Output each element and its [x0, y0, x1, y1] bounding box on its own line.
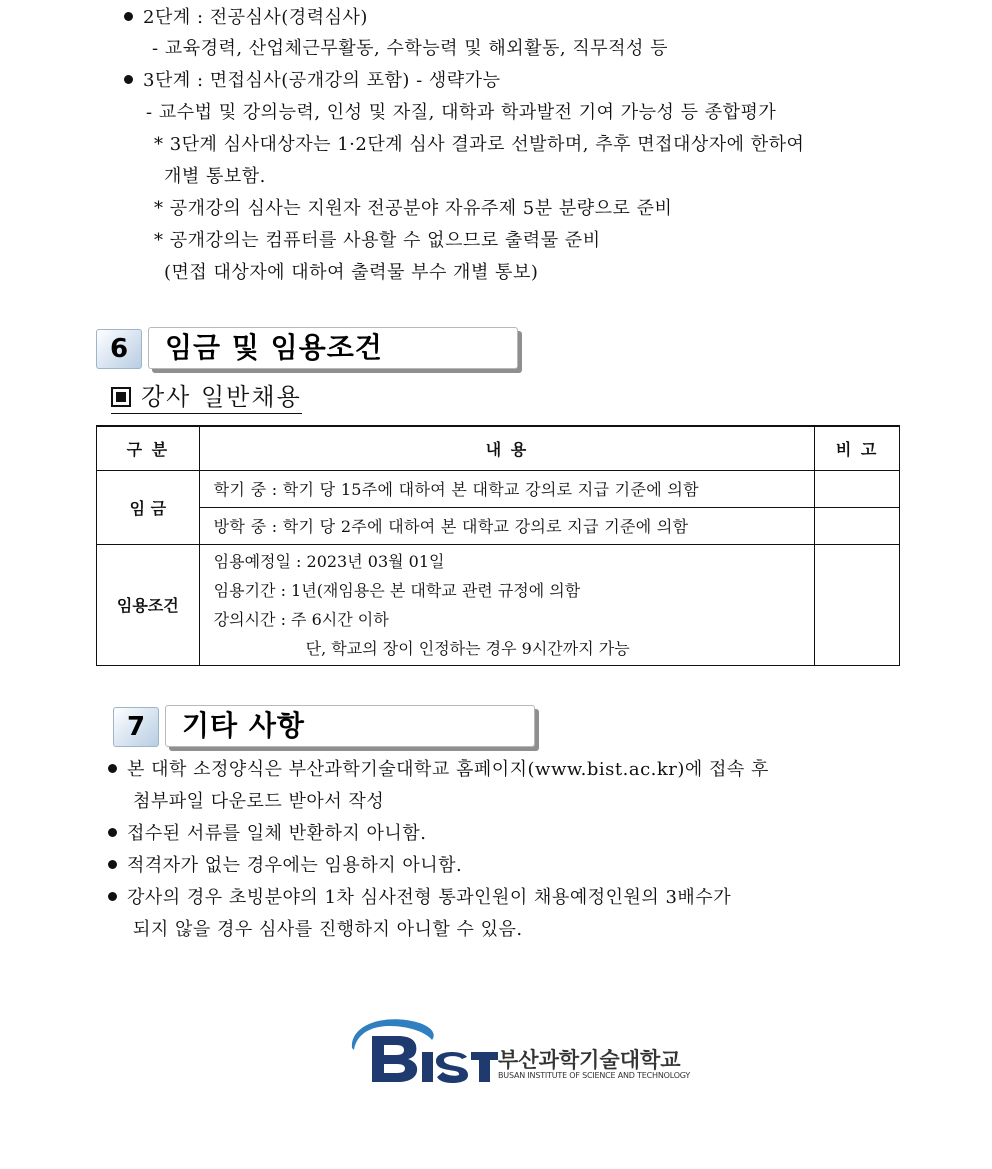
stage3-note-1: * 3단계 심사대상자는 1·2단계 심사 결과로 선발하며, 추후 면접대상자에 한하여	[154, 134, 805, 155]
stage3-note-2: * 공개강의 심사는 지원자 전공분야 자유주제 5분 분량으로 준비	[154, 198, 673, 219]
stage3-note-3-cont: (면접 대상자에 대하여 출력물 부수 개별 통보)	[164, 262, 539, 283]
wage-semester: 학기 중 : 학기 당 15주에 대하여 본 대학교 강의로 지급 기준에 의함	[199, 470, 815, 507]
bullet-dot-icon	[108, 860, 117, 869]
table-header-row	[97, 426, 900, 470]
etc-item-2	[108, 822, 426, 846]
etc-item-3	[108, 854, 462, 878]
bullet-dot-icon	[124, 12, 133, 21]
section-7-header	[113, 705, 543, 751]
header-note: 비 고	[815, 426, 900, 470]
etc-item-1	[108, 758, 769, 782]
logo-name-korean: 부산과학기술대학교	[498, 1048, 681, 1072]
logo-name-english: BUSAN INSTITUTE OF SCIENCE AND TECHNOLOGY	[498, 1071, 691, 1080]
section-7-title: 기타 사항	[165, 705, 535, 747]
bullet-stage2	[124, 6, 368, 30]
stage3-note-3: * 공개강의는 컴퓨터를 사용할 수 없으므로 출력물 준비	[154, 230, 601, 251]
logo-t-icon	[471, 1052, 498, 1082]
etc-item-4	[108, 886, 731, 910]
section-6-title: 임금 및 임용조건	[148, 327, 518, 369]
table-row	[97, 470, 900, 507]
section-6-subheading	[111, 382, 302, 414]
table-row	[97, 507, 900, 544]
stage3-text: 3단계 : 면접심사(공개강의 포함) - 생략가능	[143, 70, 501, 91]
employment-conditions-table	[96, 425, 900, 666]
bullet-dot-icon	[108, 892, 117, 901]
condition-period: 임용기간 : 1년(재임용은 본 대학교 관련 규정에 의함	[213, 580, 581, 600]
conditions-label: 임용조건	[97, 544, 200, 665]
etc-item-3-text: 적격자가 없는 경우에는 임용하지 아니함.	[127, 855, 463, 876]
condition-hours: 강의시간 : 주 6시간 이하	[213, 609, 389, 629]
stage3-note-1-cont: 개별 통보함.	[164, 166, 266, 187]
etc-item-4-text: 강사의 경우 초빙분야의 1차 심사전형 통과인원이 채용예정인원의 3배수가	[127, 887, 732, 908]
wage-semester-note	[815, 470, 900, 507]
etc-item-1-cont: 첨부파일 다운로드 받아서 작성	[133, 791, 385, 812]
etc-item-2-text: 접수된 서류를 일체 반환하지 아니함.	[127, 823, 427, 844]
table-row	[97, 544, 900, 665]
section-6-header	[96, 327, 526, 373]
filled-square-icon	[111, 387, 131, 407]
logo-swoosh-icon	[352, 1019, 434, 1050]
etc-item-1-text: 본 대학 소정양식은 부산과학기술대학교 홈페이지(www.bist.ac.kr)에 접속 후	[127, 759, 769, 780]
etc-item-4-cont: 되지 않을 경우 심사를 진행하지 아니할 수 있음.	[133, 919, 523, 940]
bullet-stage3	[124, 69, 500, 93]
subheading-text: 강사 일반채용	[141, 383, 302, 411]
logo-s-icon	[436, 1052, 468, 1083]
stage3-detail: - 교수법 및 강의능력, 인성 및 자질, 대학과 학과발전 기여 가능성 등 종합평가	[146, 102, 777, 123]
conditions-note	[815, 544, 900, 665]
header-content: 내 용	[199, 426, 815, 470]
logo-i-icon	[422, 1052, 433, 1082]
stage2-text: 2단계 : 전공심사(경력심사)	[143, 7, 368, 28]
bullet-dot-icon	[108, 764, 117, 773]
wage-label: 임 금	[97, 470, 200, 544]
logo-b-icon	[372, 1036, 417, 1082]
wage-vacation: 방학 중 : 학기 당 2주에 대하여 본 대학교 강의로 지급 기준에 의함	[199, 507, 815, 544]
header-category: 구 분	[97, 426, 200, 470]
stage2-detail: - 교육경력, 산업체근무활동, 수학능력 및 해외활동, 직무적성 등	[152, 38, 668, 59]
section-7-number: 7	[113, 707, 159, 747]
bullet-dot-icon	[124, 75, 133, 84]
conditions-content	[199, 544, 815, 665]
bullet-dot-icon	[108, 828, 117, 837]
condition-hours-exception: 단, 학교의 장이 인정하는 경우 9시간까지 가능	[305, 638, 630, 658]
condition-start-date: 임용예정일 : 2023년 03월 01일	[213, 551, 445, 571]
wage-vacation-note	[815, 507, 900, 544]
section-6-number: 6	[96, 329, 142, 369]
